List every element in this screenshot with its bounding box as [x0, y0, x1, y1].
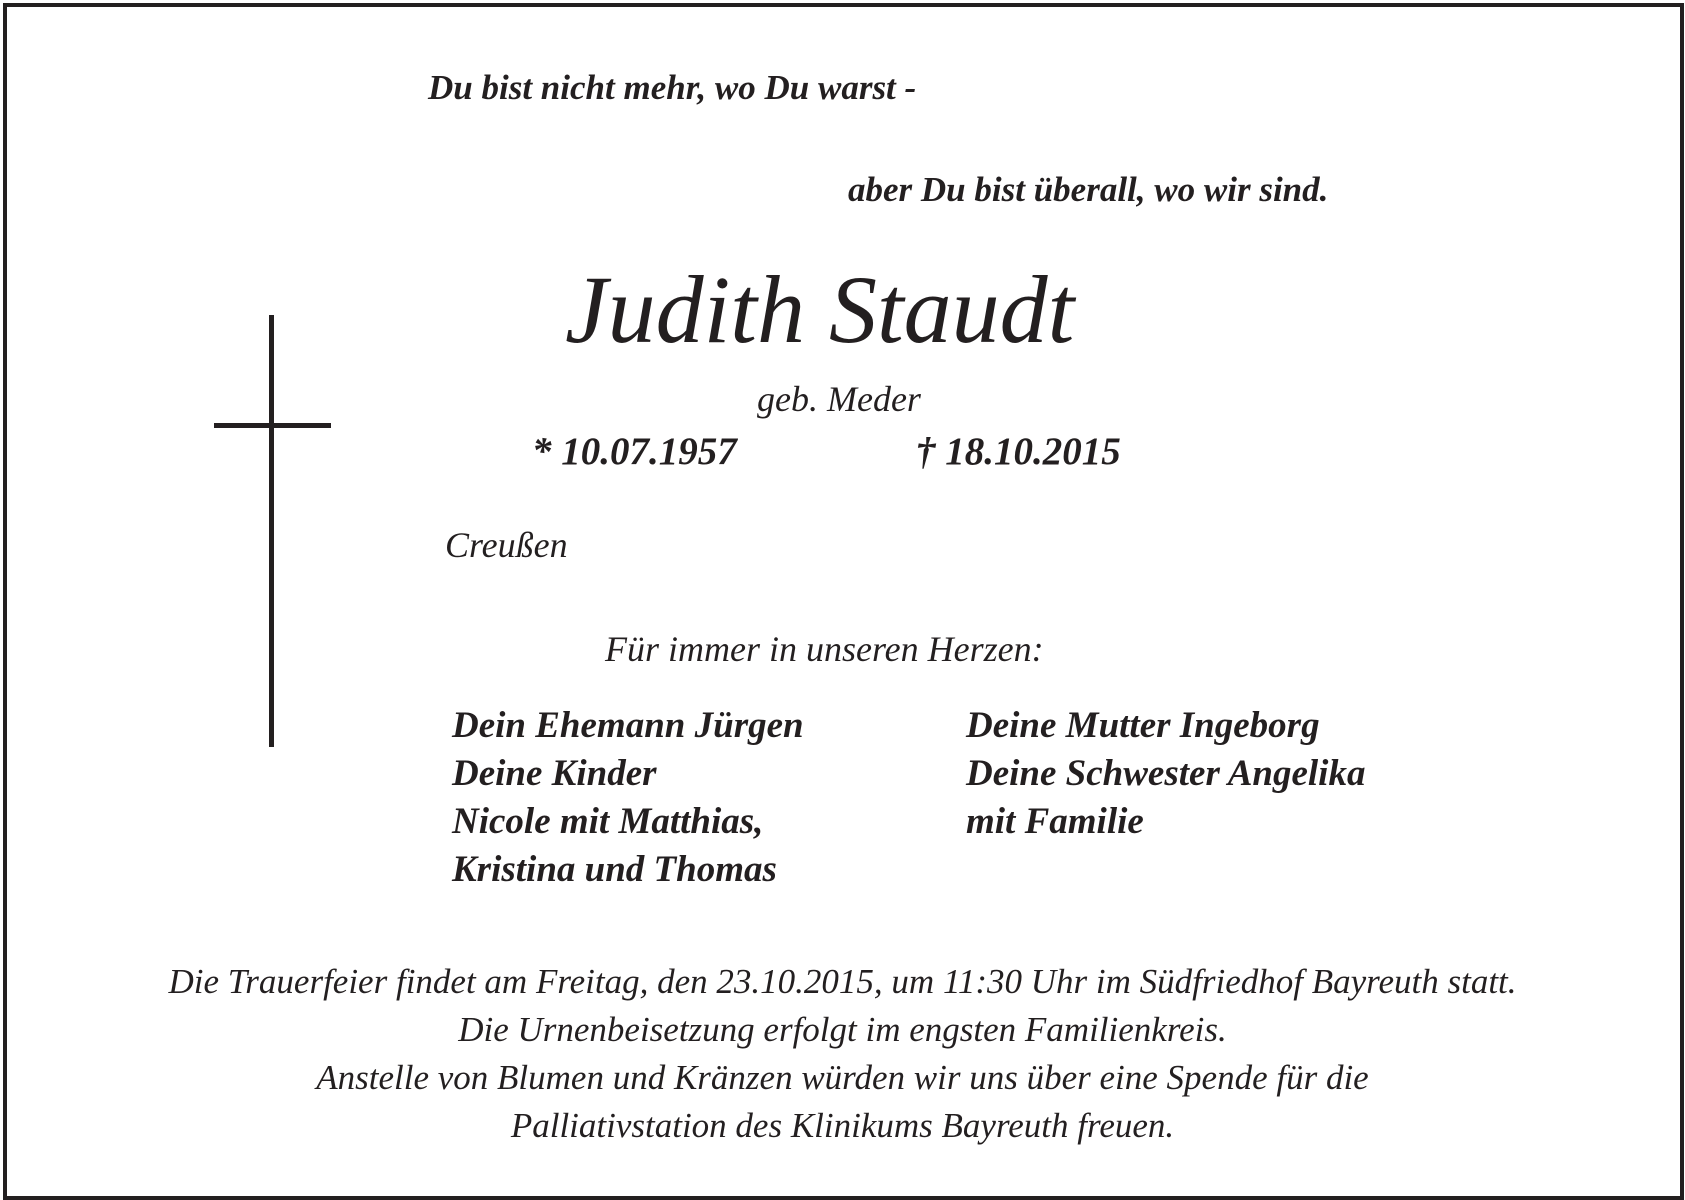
notice-line: Die Urnenbeisetzung erfolgt im engsten Familienkreis. — [458, 1010, 1227, 1049]
residence-place: Creußen — [445, 525, 568, 565]
quote-line-2: aber Du bist überall, wo wir sind. — [848, 170, 1329, 209]
birth-date: * 10.07.1957 — [532, 430, 737, 473]
cross-horizontal-bar — [214, 423, 331, 428]
family-member: Deine Mutter Ingeborg — [966, 705, 1320, 746]
deceased-name: Judith Staudt — [565, 256, 1075, 363]
family-member: Dein Ehemann Jürgen — [452, 705, 804, 746]
notice-line: Anstelle von Blumen und Kränzen würden wir uns über eine Spende für die — [316, 1058, 1369, 1097]
notice-line: Palliativstation des Klinikums Bayreuth freuen. — [510, 1106, 1175, 1145]
funeral-notice — [0, 958, 1685, 1150]
notice-line: Die Trauerfeier findet am Freitag, den 23.10.2015, um 11:30 Uhr im Südfriedhof Bayreuth statt. — [168, 962, 1517, 1001]
family-member: Deine Kinder — [452, 753, 657, 794]
family-member: Kristina und Thomas — [452, 849, 777, 890]
quote-line-1: Du bist nicht mehr, wo Du warst - — [428, 68, 917, 107]
family-list-left — [452, 702, 804, 894]
family-member: Deine Schwester Angelika — [966, 753, 1366, 794]
cross-vertical-bar — [269, 315, 274, 747]
maiden-name: geb. Meder — [757, 379, 921, 419]
family-heading: Für immer in unseren Herzen: — [605, 629, 1044, 669]
family-list-right — [966, 702, 1365, 846]
family-member: Nicole mit Matthias, — [452, 801, 764, 842]
family-member: mit Familie — [966, 801, 1144, 842]
death-date: † 18.10.2015 — [916, 430, 1121, 473]
